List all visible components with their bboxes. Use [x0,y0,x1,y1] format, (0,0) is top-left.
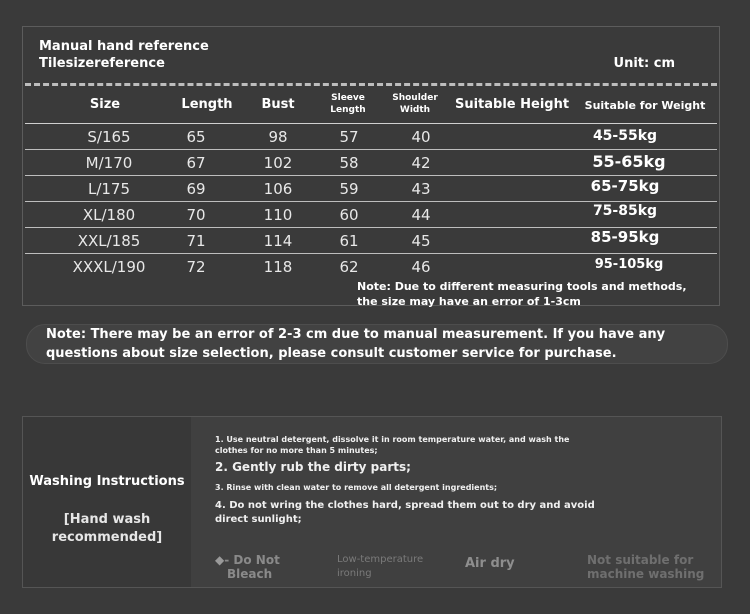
reference-title-line1: Manual hand reference [39,39,209,54]
ironing-line2: ironing [337,568,372,579]
care-air-dry: Air dry [465,556,515,571]
washing-panel [22,416,722,588]
cell-length: 70 [186,206,206,224]
header-sleeve-length [330,92,365,116]
no-bleach-line2: Bleach [227,567,273,581]
cell-bust: 102 [263,154,293,172]
step-4 [215,499,615,527]
dashed-divider [25,83,717,86]
washing-title: Washing Instructions [29,474,185,489]
cell-sleeve: 57 [339,128,359,146]
header-suitable-weight: Suitable for Weight [584,99,706,112]
header-length: Length [181,97,233,112]
cell-sleeve: 58 [339,154,359,172]
unit-label: Unit: cm [613,56,675,71]
cell-shoulder: 45 [411,232,431,250]
cell-weight: 85-95kg [590,228,660,246]
size-chart-panel [22,26,720,306]
cell-length: 65 [186,128,206,146]
measurement-note [357,279,687,309]
header-shoulder-line2: Width [399,105,431,115]
cell-bust: 118 [263,258,293,276]
cell-sleeve: 62 [339,258,359,276]
cell-size: L/175 [87,180,131,198]
step-2: 2. Gently rub the dirty parts; [215,460,411,474]
table-row [23,202,719,228]
table-row [23,228,719,254]
care-no-machine-wash [587,553,704,581]
washing-label-column [23,417,191,587]
cell-weight: 75-85kg [592,203,658,219]
ironing-line1: Low-temperature [337,554,424,565]
step-4-line2: direct sunlight; [215,514,302,525]
washing-steps [215,434,615,527]
cell-shoulder: 46 [411,258,431,276]
header-bust: Bust [261,97,295,112]
cell-size: M/170 [85,154,133,172]
cell-length: 72 [186,258,206,276]
cell-shoulder: 42 [411,154,431,172]
step-1 [215,434,615,456]
table-row [23,254,719,280]
reference-title-line2: Tilesizereference [39,56,165,71]
cell-bust: 106 [263,180,293,198]
cell-length: 67 [186,154,206,172]
measurement-note-line1: Note: Due to different measuring tools and methods, [357,280,687,293]
cell-weight: 55-65kg [592,152,666,171]
cell-size: XL/180 [82,206,136,224]
hand-wash-line2: recommended] [51,530,163,545]
step-1-line2: clothes for no more than 5 minutes; [215,446,378,455]
cell-shoulder: 44 [411,206,431,224]
diamond-icon: ◆ [215,553,225,567]
cell-bust: 114 [263,232,293,250]
machine-wash-line2: machine washing [587,567,705,581]
reference-title [39,38,209,72]
general-note-line1: Note: There may be an error of 2-3 cm due to manual measurement. If you have any [46,327,666,342]
step-3: 3. Rinse with clean water to remove all detergent ingredients; [215,483,498,492]
hand-wash-recommendation [23,511,191,547]
general-note-line2: questions about size selection, please consult customer service for purchase. [46,346,617,361]
cell-bust: 98 [268,128,288,146]
machine-wash-line1: Not suitable for [587,553,694,567]
header-sleeve-line2: Length [330,105,366,115]
cell-weight: 65-75kg [590,177,660,195]
table-row [23,150,719,176]
no-bleach-line1: - Do Not [224,553,280,567]
general-note [46,325,665,363]
hand-wash-line1: [Hand wash [63,512,151,527]
cell-shoulder: 40 [411,128,431,146]
header-shoulder-line1: Shoulder [392,93,438,103]
measurement-note-line2: the size may have an error of 1-3cm [357,295,581,308]
cell-sleeve: 59 [339,180,359,198]
cell-weight: 95-105kg [594,257,664,272]
header-suitable-height: Suitable Height [454,97,570,112]
header-sleeve-line1: Sleeve [331,93,365,103]
cell-length: 71 [186,232,206,250]
care-symbols-row [213,549,715,583]
cell-bust: 110 [263,206,293,224]
header-shoulder-width [392,92,438,116]
cell-size: S/165 [87,128,131,146]
step-1-line1: 1. Use neutral detergent, dissolve it in room temperature water, and wash the [215,435,570,444]
header-size: Size [89,97,121,112]
care-no-bleach [215,553,280,581]
care-low-temp-ironing [337,553,423,581]
cell-weight: 45-55kg [592,128,658,144]
cell-sleeve: 60 [339,206,359,224]
cell-sleeve: 61 [339,232,359,250]
cell-length: 69 [186,180,206,198]
table-row [23,124,719,150]
cell-size: XXL/185 [77,232,141,250]
cell-shoulder: 43 [411,180,431,198]
table-row [23,176,719,202]
cell-size: XXXL/190 [72,258,146,276]
step-4-line1: 4. Do not wring the clothes hard, spread them out to dry and avoid [215,500,595,511]
